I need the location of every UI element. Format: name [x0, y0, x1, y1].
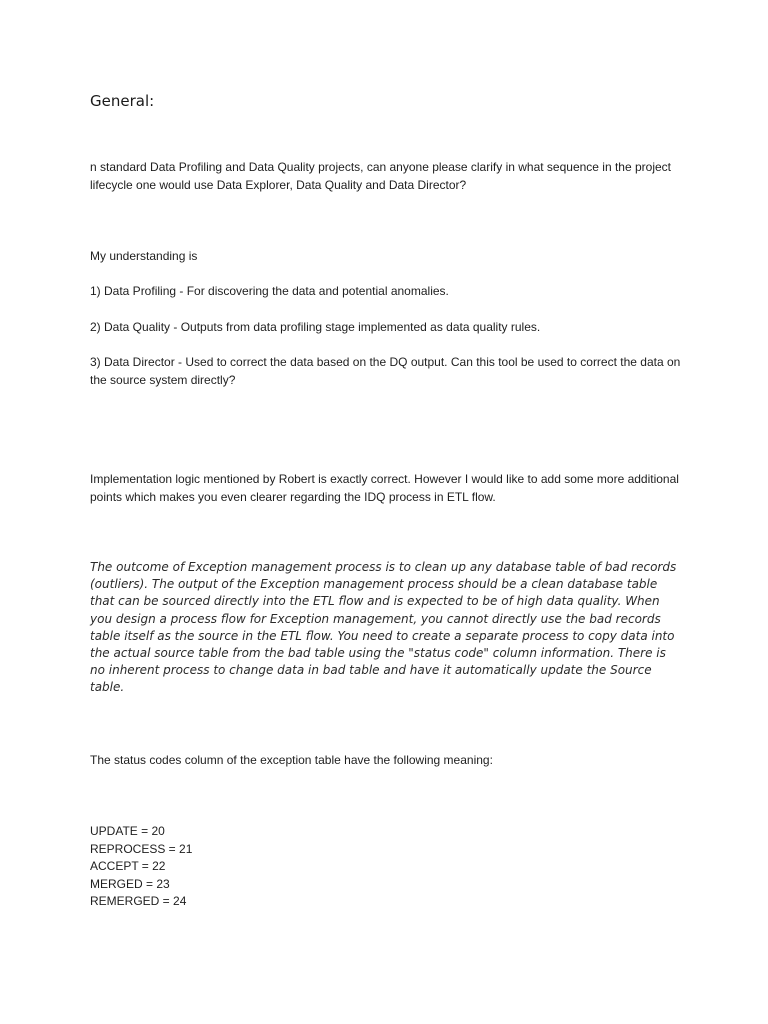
list-item-data-director: 3) Data Director - Used to correct the data based on the DQ output. Can this tool be used to correct the data on the source system directly? — [90, 355, 681, 387]
status-code-reprocess: REPROCESS = 21 — [90, 841, 193, 856]
implementation-paragraph: Implementation logic mentioned by Robert is exactly correct. However I would like to add some more additional points which makes you even clearer regarding the IDQ process in ETL flow. — [90, 472, 679, 504]
section-heading: General: — [90, 92, 155, 110]
status-code-merged: MERGED = 23 — [90, 876, 170, 891]
status-code-remerged: REMERGED = 24 — [90, 894, 187, 909]
understanding-label: My understanding is — [90, 249, 198, 263]
list-item-data-quality: 2) Data Quality - Outputs from data profiling stage implemented as data quality rules. — [90, 320, 541, 334]
status-codes-intro: The status codes column of the exception table have the following meaning: — [90, 753, 493, 767]
list-item-data-profiling: 1) Data Profiling - For discovering the data and potential anomalies. — [90, 284, 449, 298]
status-code-accept: ACCEPT = 22 — [90, 859, 166, 874]
exception-management-quote: The outcome of Exception management process is to clean up any database table of bad records (outliers). The output of the Exception management process should be a clean database table that can be sourced directly into the ETL flow and is expected to be of high data quality. When you design a process flow for Exception management, you cannot directly use the bad records table itself as the source in the ETL flow. You need to create a separate process to copy data into the actual source table from the bad table using the "status code" column information. There is no inherent process to change data in bad table and have it automatically update the Source table. — [90, 560, 677, 695]
intro-paragraph: n standard Data Profiling and Data Quality projects, can anyone please clarify in what sequence in the project lifecycle one would use Data Explorer, Data Quality and Data Director? — [90, 160, 672, 192]
status-code-update: UPDATE = 20 — [90, 824, 165, 838]
status-codes-list — [90, 823, 192, 911]
